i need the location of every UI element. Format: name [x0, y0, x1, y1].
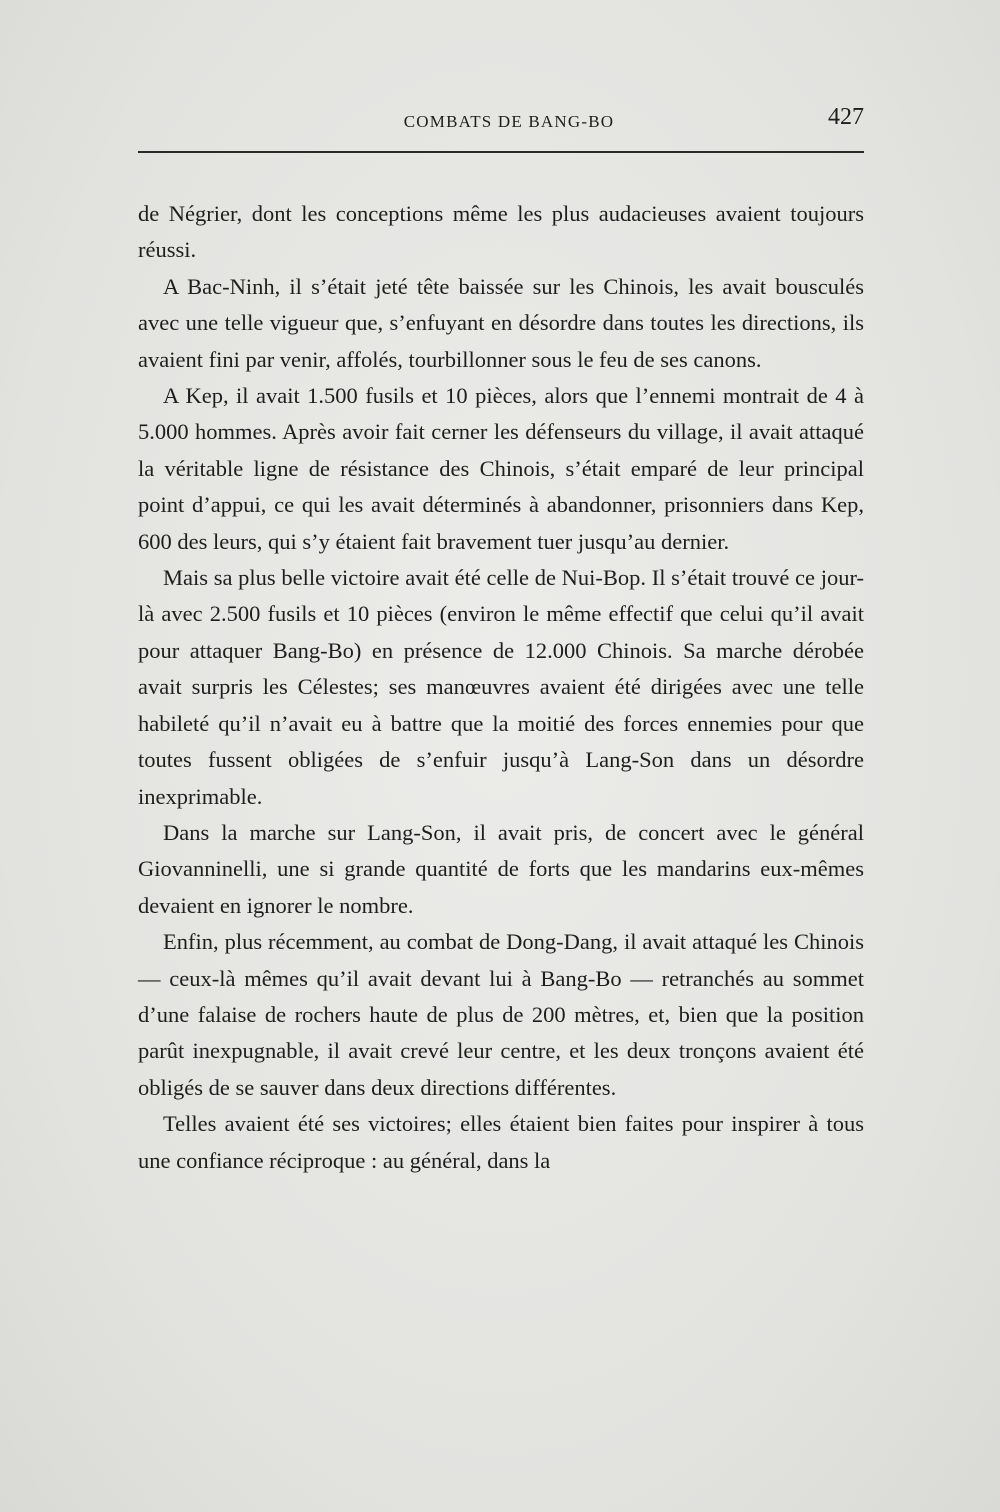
paragraph-2: A Bac-Ninh, il s’était jeté tête baissée sur les Chinois, les avait bousculés avec une telle vigueur que, s’enfuyant en désordre dans toutes les directions, ils avaient fini par venir, affolés, tourbillonner sous le feu de ses canons. — [138, 273, 864, 372]
running-head — [138, 104, 864, 136]
running-title: COMBATS DE BANG-BO — [403, 112, 615, 131]
body-text — [138, 196, 864, 1179]
paragraph-7: Telles avaient été ses victoires; elles étaient bien faites pour inspirer à tous une confiance réciproque : au général, dans la — [138, 1111, 864, 1173]
paragraph-4: Mais sa plus belle victoire avait été celle de Nui-Bop. Il s’était trouvé ce jour-là avec 2.500 fusils et 10 pièces (environ le même effectif que celui qu’il avait pour attaquer Bang-Bo) en présence de 12.000 Chinois. Sa marche dérobée avait surpris les Célestes; ses manœuvres avaient été dirigées avec une telle habileté qu’il n’avait eu à battre que la moitié des forces ennemies pour que toutes fussent obligées de s’enfuir jusqu’à Lang-Son dans un désordre inexprimable. — [138, 565, 864, 809]
paragraph-6: Enfin, plus récemment, au combat de Dong-Dang, il avait attaqué les Chinois — ceux-là mêmes qu’il avait devant lui à Bang-Bo — retranchés au sommet d’une falaise de rochers haute de plus de 200 mètres, et, bien que la position parût inexpugnable, il avait crevé leur centre, et les deux tronçons avaient été obligés de se sauver dans deux directions différentes. — [138, 929, 864, 1100]
header-rule — [138, 151, 864, 153]
paragraph-3: A Kep, il avait 1.500 fusils et 10 pièces, alors que l’ennemi montrait de 4 à 5.000 hommes. Après avoir fait cerner les défenseurs du village, il avait attaqué la véritable ligne de résistance des Chinois, s’était emparé de leur principal point d’appui, ce qui les avait déterminés à abandonner, prisonniers dans Kep, 600 des leurs, qui s’y étaient fait bravement tuer jusqu’au dernier. — [138, 383, 864, 554]
page-number: 427 — [828, 104, 864, 130]
paragraph-1: de Négrier, dont les conceptions même les plus audacieuses avaient toujours réussi. — [138, 201, 864, 263]
paragraph-5: Dans la marche sur Lang-Son, il avait pris, de concert avec le général Giovanninelli, une si grande quantité de forts que les mandarins eux-mêmes devaient en ignorer le nombre. — [138, 819, 864, 918]
